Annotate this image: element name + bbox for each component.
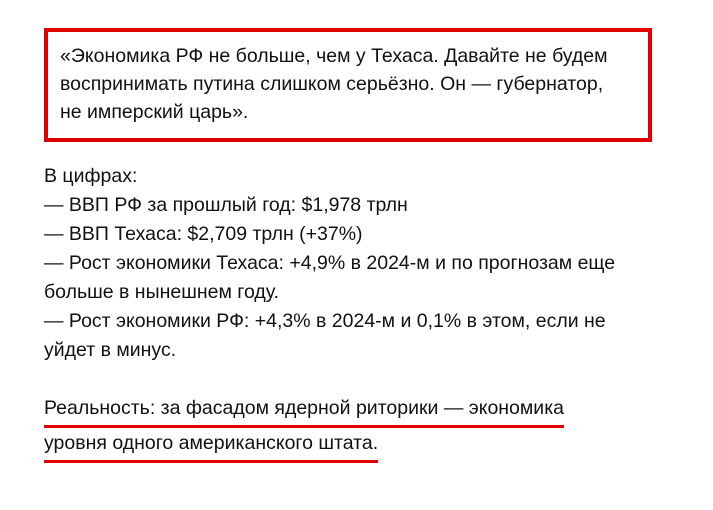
highlighted-quote-box bbox=[44, 28, 652, 142]
conclusion-section bbox=[44, 393, 664, 463]
fact-item-3: — Рост экономики Техаса: +4,9% в 2024-м и по прогнозам еще bbox=[44, 252, 616, 274]
fact-item-4: — Рост экономики РФ: +4,3% в 2024-м и 0,1% в этом, если не bbox=[44, 310, 606, 332]
conclusion-row-2 bbox=[44, 428, 664, 463]
fact-item-3-cont: больше в нынешнем году. bbox=[44, 281, 279, 303]
quote-line-3: не имперский царь». bbox=[60, 101, 249, 123]
conclusion-line-2: уровня одного американского штата. bbox=[44, 428, 378, 463]
quote-line-1: «Экономика РФ не больше, чем у Техаса. Давайте не будем bbox=[60, 45, 608, 67]
facts-heading: В цифрах: bbox=[44, 165, 138, 187]
conclusion-row-1 bbox=[44, 393, 664, 428]
conclusion-line-1: Реальность: за фасадом ядерной риторики — экономика bbox=[44, 393, 564, 428]
quote-line-2: воспринимать путина слишком серьёзно. Он — губернатор, bbox=[60, 73, 604, 95]
fact-item-2: — ВВП Техаса: $2,709 трлн (+37%) bbox=[44, 223, 363, 245]
facts-section bbox=[44, 162, 664, 365]
section-spacer bbox=[44, 365, 669, 393]
fact-item-4-cont: уйдет в минус. bbox=[44, 339, 177, 361]
fact-item-1: — ВВП РФ за прошлый год: $1,978 трлн bbox=[44, 194, 408, 216]
